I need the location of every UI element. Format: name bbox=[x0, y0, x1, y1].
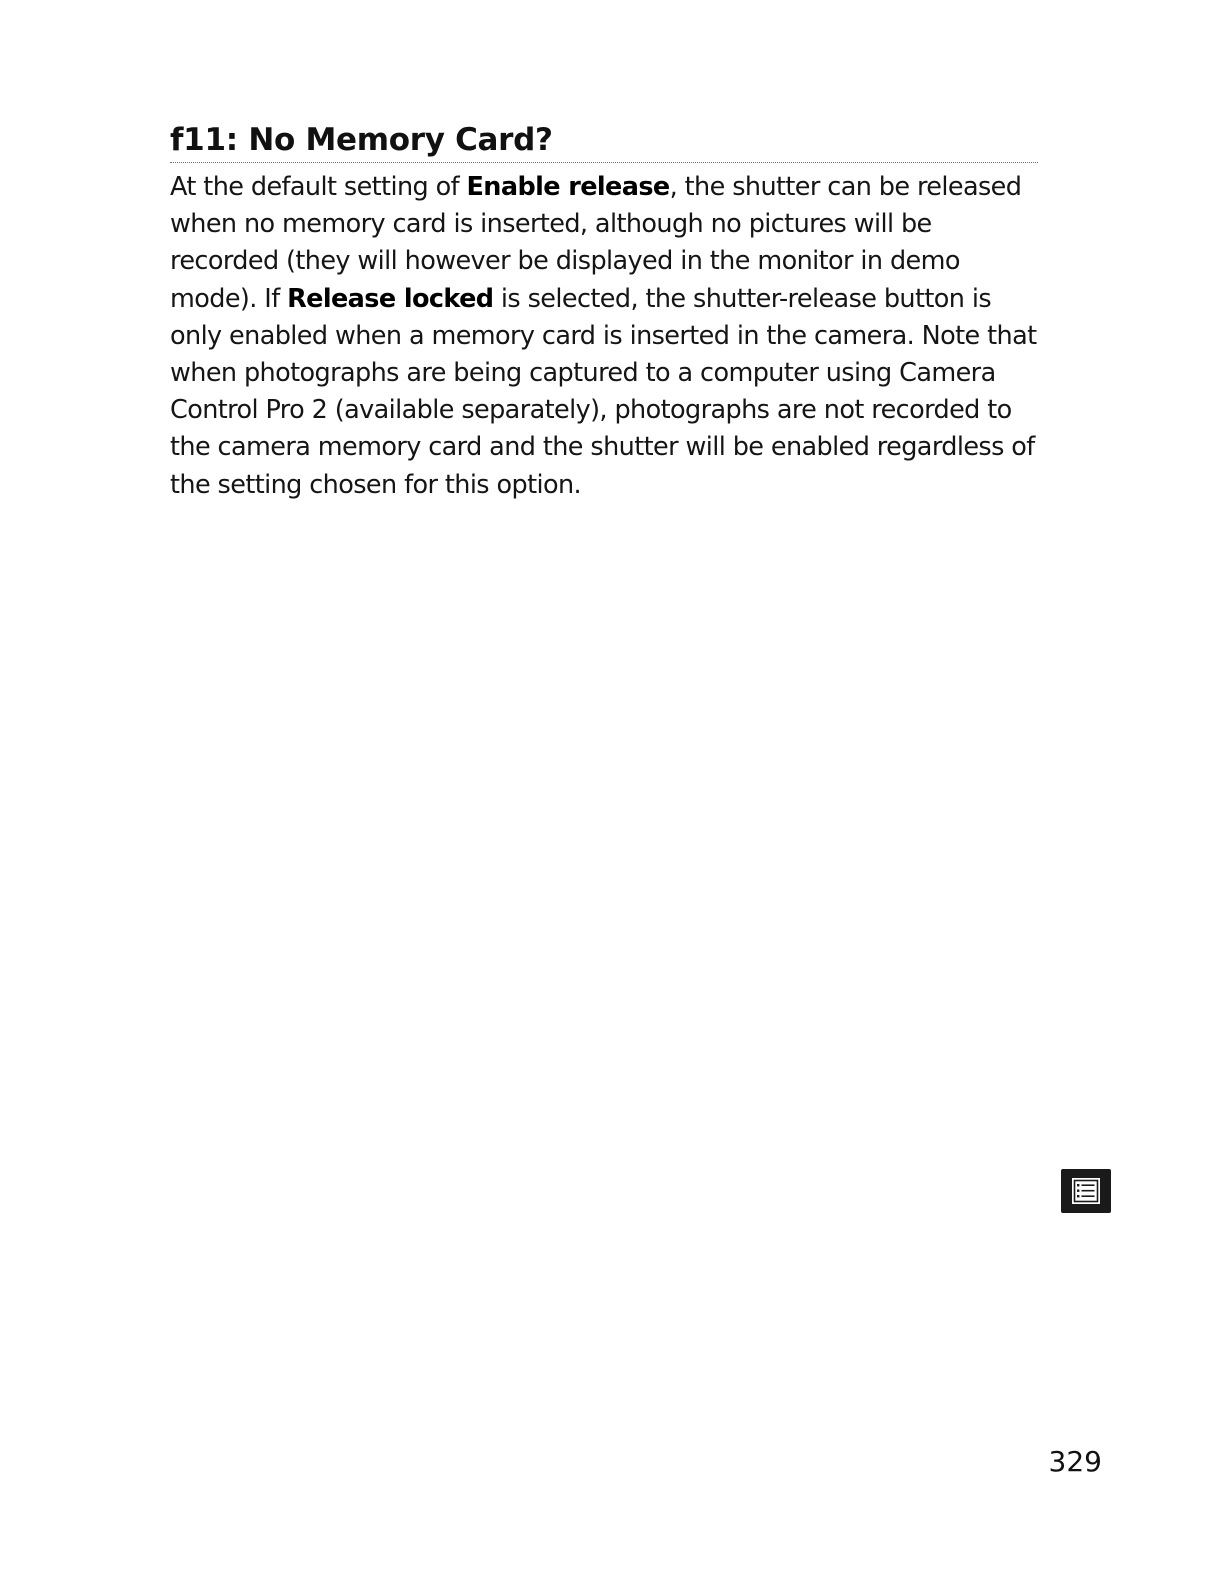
option-enable-release: Enable release bbox=[466, 172, 670, 202]
section-title: f11: No Memory Card? bbox=[170, 122, 553, 158]
body-text-2: , the shutter can be released when no memory card is inserted, although no pictures will be recorded (they will however be displayed in the monitor in demo mode). If bbox=[170, 172, 1022, 314]
title-divider bbox=[170, 162, 1038, 163]
menu-list-icon bbox=[1061, 1169, 1111, 1213]
option-release-locked: Release locked bbox=[287, 283, 494, 314]
body-text-3: is selected, the shutter-release button is only enabled when a memory card is inserted in the camera. Note that when photographs are being captured to a computer using Camera Control Pro 2 (available separately), photographs are not recorded to the camera memory card and the shutter will be enabled regardless of the setting chosen for this option. bbox=[170, 283, 1037, 500]
section-f11 bbox=[170, 118, 1038, 504]
section-body bbox=[170, 169, 1038, 504]
page-number: 329 bbox=[1048, 1445, 1102, 1478]
body-text-1: At the default setting of bbox=[170, 172, 467, 202]
